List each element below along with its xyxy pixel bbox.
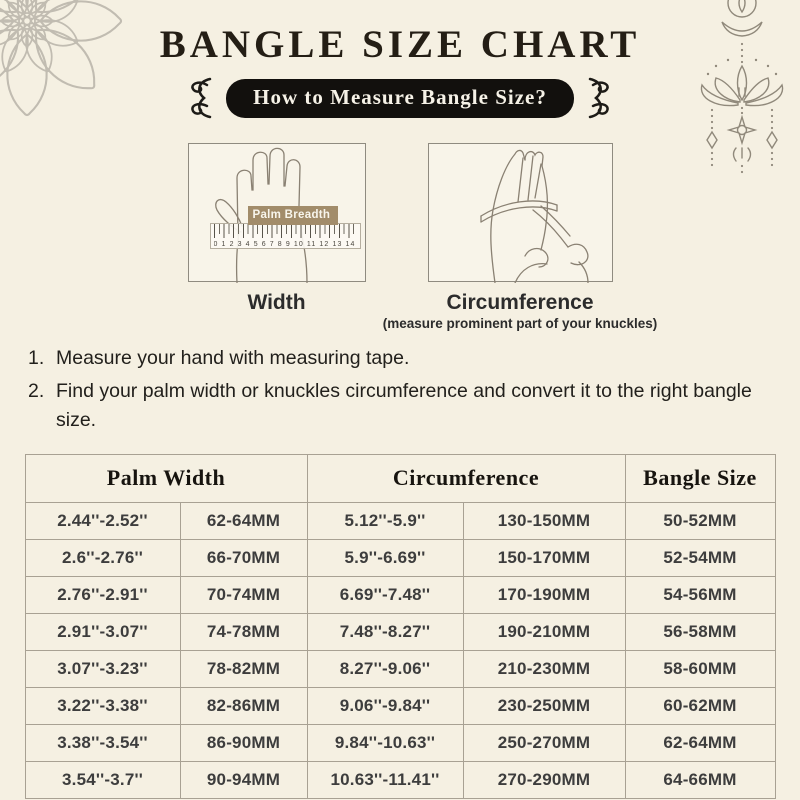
labels-row	[0, 291, 800, 331]
table-cell: 82-86MM	[180, 687, 307, 724]
table-row	[25, 687, 775, 724]
table-row	[25, 761, 775, 798]
ruler-major-ticks	[214, 224, 357, 238]
table-cell: 250-270MM	[463, 724, 625, 761]
table-cell: 5.9''-6.69''	[307, 539, 463, 576]
table-row	[25, 576, 775, 613]
table-cell: 86-90MM	[180, 724, 307, 761]
page-title: BANGLE SIZE CHART	[159, 23, 641, 66]
palm-breadth-tag: Palm Breadth	[248, 206, 338, 225]
table-cell: 62-64MM	[180, 502, 307, 539]
table-cell: 2.76''-2.91''	[25, 576, 180, 613]
badge-row	[0, 76, 800, 120]
ruler	[210, 223, 361, 249]
table-cell: 210-230MM	[463, 650, 625, 687]
width-label: Width	[247, 291, 306, 314]
table-cell: 150-170MM	[463, 539, 625, 576]
size-table	[25, 454, 776, 799]
table-cell: 2.91''-3.07''	[25, 613, 180, 650]
table-cell: 2.6''-2.76''	[25, 539, 180, 576]
table-cell: 9.06''-9.84''	[307, 687, 463, 724]
table-cell: 70-74MM	[180, 576, 307, 613]
instruction-number: 2.	[28, 379, 45, 402]
instruction-text: Measure your hand with measuring tape.	[56, 347, 410, 369]
table-header: Circumference	[307, 454, 625, 502]
table-cell: 78-82MM	[180, 650, 307, 687]
table-cell: 56-58MM	[625, 613, 775, 650]
table-cell: 270-290MM	[463, 761, 625, 798]
size-table-head	[25, 454, 775, 502]
table-cell: 230-250MM	[463, 687, 625, 724]
width-illustration	[188, 143, 366, 282]
hand-circumference-icon	[429, 144, 614, 283]
table-cell: 3.07''-3.23''	[25, 650, 180, 687]
squiggle-left-icon	[179, 76, 215, 120]
table-cell: 50-52MM	[625, 502, 775, 539]
table-cell: 3.22''-3.38''	[25, 687, 180, 724]
table-row	[25, 613, 775, 650]
table-cell: 60-62MM	[625, 687, 775, 724]
table-cell: 130-150MM	[463, 502, 625, 539]
table-header: Palm Width	[25, 454, 307, 502]
table-cell: 54-56MM	[625, 576, 775, 613]
circumference-illustration	[428, 143, 613, 282]
table-cell: 170-190MM	[463, 576, 625, 613]
circumference-note: (measure prominent part of your knuckles)	[382, 316, 658, 331]
table-row	[25, 502, 775, 539]
table-cell: 52-54MM	[625, 539, 775, 576]
size-table-body	[25, 502, 775, 798]
instruction-text: Find your palm width or knuckles circumference and convert it to the right bangle size.	[56, 379, 752, 431]
how-to-badge: How to Measure Bangle Size?	[226, 79, 574, 118]
instructions	[28, 344, 770, 435]
table-cell: 62-64MM	[625, 724, 775, 761]
table-cell: 8.27''-9.06''	[307, 650, 463, 687]
table-cell: 3.38''-3.54''	[25, 724, 180, 761]
table-cell: 7.48''-8.27''	[307, 613, 463, 650]
illustrations-row	[0, 143, 800, 282]
table-cell: 5.12''-5.9''	[307, 502, 463, 539]
table-cell: 3.54''-3.7''	[25, 761, 180, 798]
squiggle-right-icon	[585, 76, 621, 120]
table-cell: 58-60MM	[625, 650, 775, 687]
instruction-number: 1.	[28, 347, 45, 369]
table-cell: 74-78MM	[180, 613, 307, 650]
table-row	[25, 539, 775, 576]
instruction-item	[28, 377, 770, 435]
table-cell: 90-94MM	[180, 761, 307, 798]
table-cell: 190-210MM	[463, 613, 625, 650]
table-row	[25, 650, 775, 687]
table-cell: 2.44''-2.52''	[25, 502, 180, 539]
table-cell: 9.84''-10.63''	[307, 724, 463, 761]
instruction-item	[28, 344, 770, 373]
table-cell: 66-70MM	[180, 539, 307, 576]
circumference-label: Circumference	[446, 291, 594, 314]
ruler-numbers: 0 1 2 3 4 5 6 7 8 9 10 11 12 13 14	[213, 241, 356, 248]
table-cell: 6.69''-7.48''	[307, 576, 463, 613]
table-cell: 64-66MM	[625, 761, 775, 798]
table-header-row	[25, 454, 775, 502]
table-cell: 10.63''-11.41''	[307, 761, 463, 798]
table-row	[25, 724, 775, 761]
table-header: Bangle Size	[625, 454, 775, 502]
